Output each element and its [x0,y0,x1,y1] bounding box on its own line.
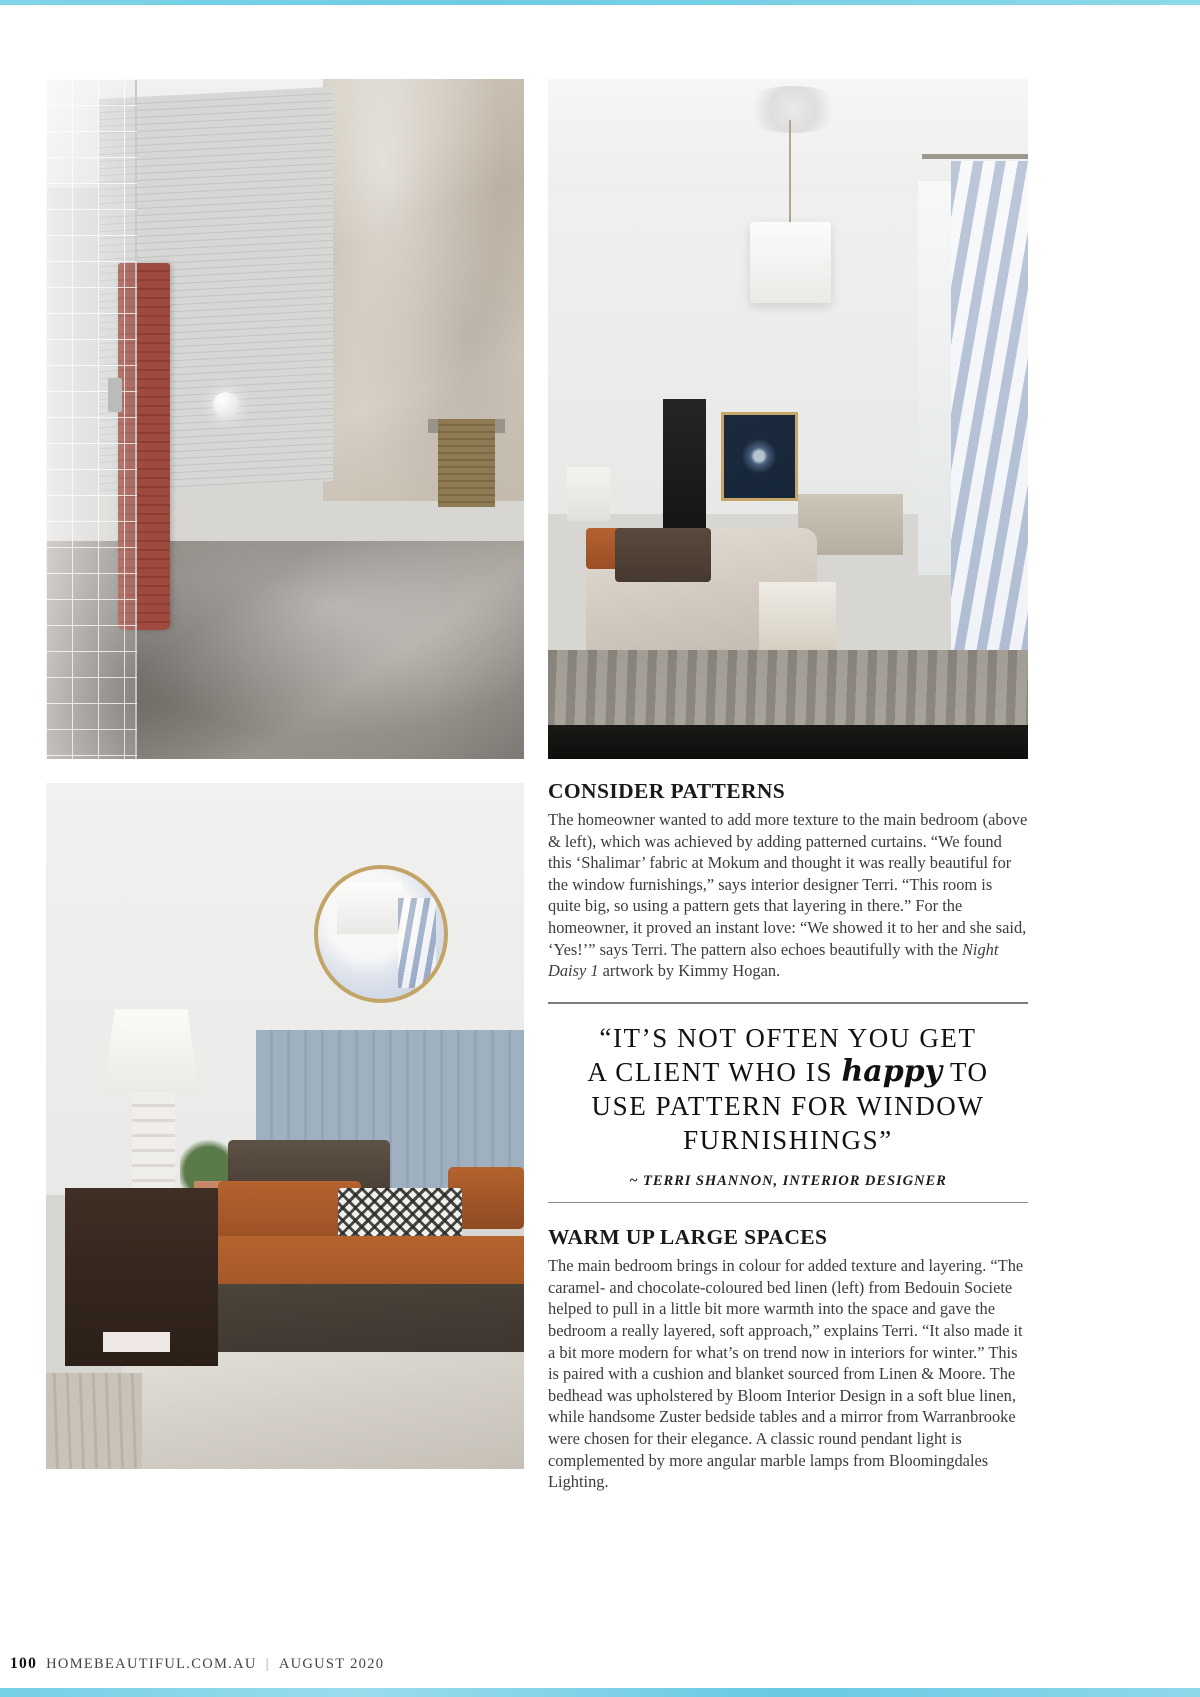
pullquote-line-4: FURNISHINGS” [683,1124,893,1155]
bed-end-bench [759,582,836,650]
detail-floorboards [46,1373,142,1469]
section-body-warm-up-large-spaces: The main bedroom brings in colour for added texture and layering. “The caramel- and chocolate-coloured bed linen (left) from Bedouin Societe helped to pull in a little bit more warmth into the space and gave the bedroom a really layered, soft approach,” explains Terri. “It also made it a bit more modern for what’s on trend now in interiors for winter.” This is paired with a cushion and blanket sourced from Linen & Moore. The bedhead was upholstered by Bloom Interior Design in a soft blue linen, while handsome Zuster bedside tables and a mirror from Warranbrooke were chosen for their elegance. A classic round pendant light is complemented by more angular marble lamps from Bloomingdales Lighting. [548,1256,1024,1492]
pullquote-rule-top [548,1002,1028,1004]
bedroom-floorboards [548,725,1028,759]
round-mirror [314,865,448,1002]
ceiling-rose [740,86,846,134]
bedside-lamp [567,467,610,521]
footer-issue: AUGUST 2020 [278,1655,385,1672]
footer-divider: | [265,1655,270,1672]
pullquote-line-2-post: TO [942,1056,989,1087]
article-text-column [548,779,1028,1493]
patterned-curtain [951,161,1028,651]
curtain-rod [922,154,1028,159]
body-text-part-2: artwork by Kimmy Hogan. [598,961,781,981]
artwork-flower-motif [741,435,778,478]
mirror-reflection-curtain [398,898,436,988]
bathroom-gold-towels [438,419,495,507]
pendant-light [750,222,832,304]
section-heading-consider-patterns: CONSIDER PATTERNS [548,779,786,803]
pullquote-script-word: happy [841,1053,943,1089]
section-heading-warm-up-large-spaces: WARM UP LARGE SPACES [548,1225,828,1250]
pullquote-block [548,1002,1028,1204]
registration-bar-top [0,0,1200,5]
pullquote-line-1: “IT’S NOT OFTEN YOU GET [599,1022,977,1053]
knitted-blanket [122,1352,524,1469]
pullquote-line-3: USE PATTERN FOR WINDOW [591,1090,985,1121]
page-footer [10,1655,384,1673]
mirror-reflection-shade [337,882,402,934]
section-warm-up-large-spaces [548,1225,1028,1493]
books-on-table [103,1332,170,1353]
body-text-part-1: The homeowner wanted to add more texture to the main bedroom (above & left), which was achieved by adding patterned curtains. “We found this ‘Shalimar’ fabric at Mokum and thought it was really beautiful for the window furnishings,” says interior designer Terri. “This room is quite big, so using a pattern gets that layering in there.” For the homeowner, it proved an instant love: “We showed it to her and she said, ‘Yes!’” says Terri. The pattern also echoes beautifully with the [548,810,1028,959]
pullquote-attribution: ~ TERRI SHANNON, INTERIOR DESIGNER [629,1172,947,1189]
bedroom-door [663,399,706,549]
registration-bar-bottom [0,1688,1200,1697]
artwork-night-daisy [721,412,798,500]
pullquote-line-2 [548,1055,1028,1089]
page-number: 100 [10,1655,38,1672]
pendant-cord [789,120,791,229]
marble-lamp-shade [103,1009,199,1091]
photo-bedroom-wide [548,79,1028,759]
pullquote-line-2-pre: A CLIENT WHO IS [587,1056,842,1087]
pullquote-rule-bottom [548,1202,1028,1204]
photo-bedroom-detail [46,783,524,1469]
bed-chocolate-linen [615,528,711,582]
section-body-consider-patterns [548,809,1028,982]
bathroom-shower-handle [108,378,122,412]
marble-lamp-base [132,1092,175,1188]
footer-site: HOMEBEAUTIFUL.COM.AU [46,1655,257,1672]
artwork-title-italic: Night Daisy 1 [548,939,999,981]
pullquote-text [548,1021,1028,1157]
bathroom-glass-grid [46,79,137,759]
bathroom-wall-light-icon [213,392,239,418]
photo-bathroom [46,79,524,759]
